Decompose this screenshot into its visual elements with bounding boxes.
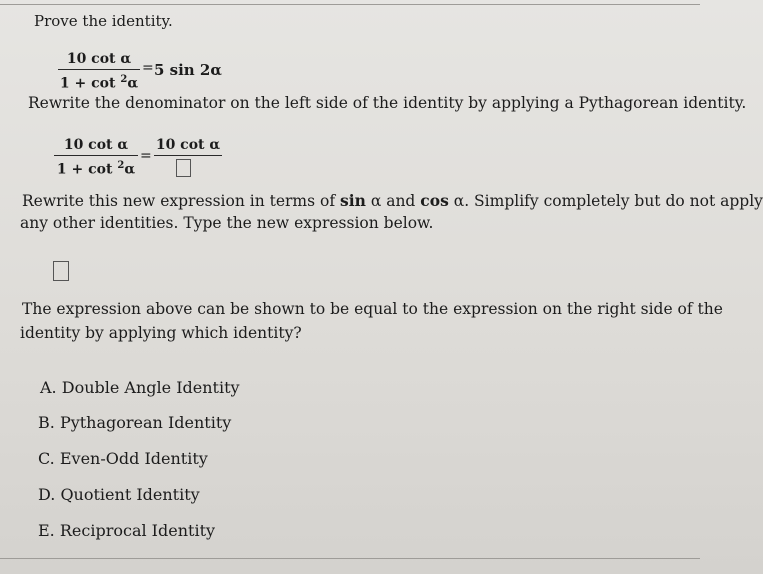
fraction-bar — [54, 155, 138, 156]
step1-right-numerator: 10 cot α — [155, 137, 221, 153]
option-e[interactable]: E. Reciprocal Identity — [38, 521, 216, 540]
question-line1: The expression above can be shown to be equal to the expression on the right side of the — [22, 300, 723, 318]
step1-rhs-fraction — [154, 136, 222, 157]
step1-left-numerator: 10 cot α — [63, 137, 129, 153]
step1-instruction: Rewrite the denominator on the left side of the identity by applying a Pythagorean identity. — [28, 94, 747, 112]
step1-equals: = — [140, 148, 152, 164]
option-d[interactable]: D. Quotient Identity — [38, 485, 200, 504]
top-divider — [0, 4, 700, 5]
step1-left-denominator: 1 + cot $^2$α — [56, 160, 136, 178]
expression-answer-box[interactable] — [53, 261, 69, 281]
option-a[interactable]: A. Double Angle Identity — [40, 378, 240, 397]
identity-lhs-fraction — [58, 50, 140, 93]
option-c[interactable]: C. Even-Odd Identity — [38, 449, 208, 468]
option-b[interactable]: B. Pythagorean Identity — [38, 413, 232, 432]
fraction-bar — [154, 155, 222, 156]
identity-equals: = — [142, 60, 154, 76]
identity-denominator: 1 + cot $^2$α — [59, 74, 139, 92]
denominator-answer-box[interactable] — [176, 159, 191, 177]
step2-instruction-line1: Rewrite this new expression in terms of sin α and cos α. Simplify completely but do not apply — [22, 191, 763, 210]
step1-lhs-fraction — [54, 136, 138, 179]
question-line2: identity by applying which identity? — [20, 324, 302, 342]
bottom-divider — [0, 558, 700, 559]
identity-numerator: 10 cot α — [66, 51, 132, 67]
step2-instruction-line2: any other identities. Type the new expression below. — [20, 214, 434, 232]
fraction-bar — [58, 69, 140, 70]
identity-rhs: 5 sin 2α — [154, 61, 222, 79]
prove-title: Prove the identity. — [34, 12, 173, 30]
